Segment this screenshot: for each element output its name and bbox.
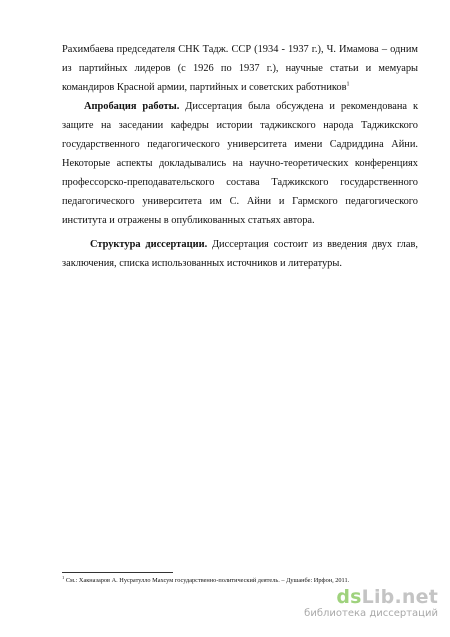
paragraph-approbation [62,97,418,230]
structure-heading: Структура диссертации. [90,239,208,250]
paragraph-sources [62,40,418,97]
watermark [304,586,438,620]
footnote-number: 1 [62,575,65,580]
footnote-text: См.: Хакназаров А. Нусратулло Махсум государственно-политический деятель. – Душанбе: Ирфон, 2011. [64,577,350,584]
watermark-subtitle: библиотека диссертаций [304,608,438,619]
watermark-logo [304,586,438,608]
footnote-reference: 1 [346,81,350,88]
watermark-logo-main: Lib.net [361,586,438,608]
footnote-separator [62,572,173,573]
document-body [62,40,418,273]
structure-text: Диссертация состоит из введения двух глав, заключения, списка использованных источников и литературы. [62,239,418,269]
paragraph-sources-text: Рахимбаева председателя СНК Тадж. ССР (1934 - 1937 г.), Ч. Имамова – одним из партийных лидеров (с 1926 по 1937 г.), научные статьи и мемуары командиров Красной армии, партийных и советских работников [62,44,418,93]
paragraph-structure [62,235,418,273]
footnote [62,575,392,586]
watermark-logo-prefix: ds [336,586,362,608]
approbation-heading: Апробация работы. [84,101,180,112]
approbation-text: Диссертация была обсуждена и рекомендована к защите на заседании кафедры истории таджикского народа Таджикского государственного педагогического университета имени Садриддина Айни. Некоторые аспекты докладывались на научно-теоретических конференциях профессорско-преподавательского состава Таджикского государственного педагогического университета им С. Айни и Гармского педагогического института и отражены в опубликованных статьях автора. [62,101,419,226]
